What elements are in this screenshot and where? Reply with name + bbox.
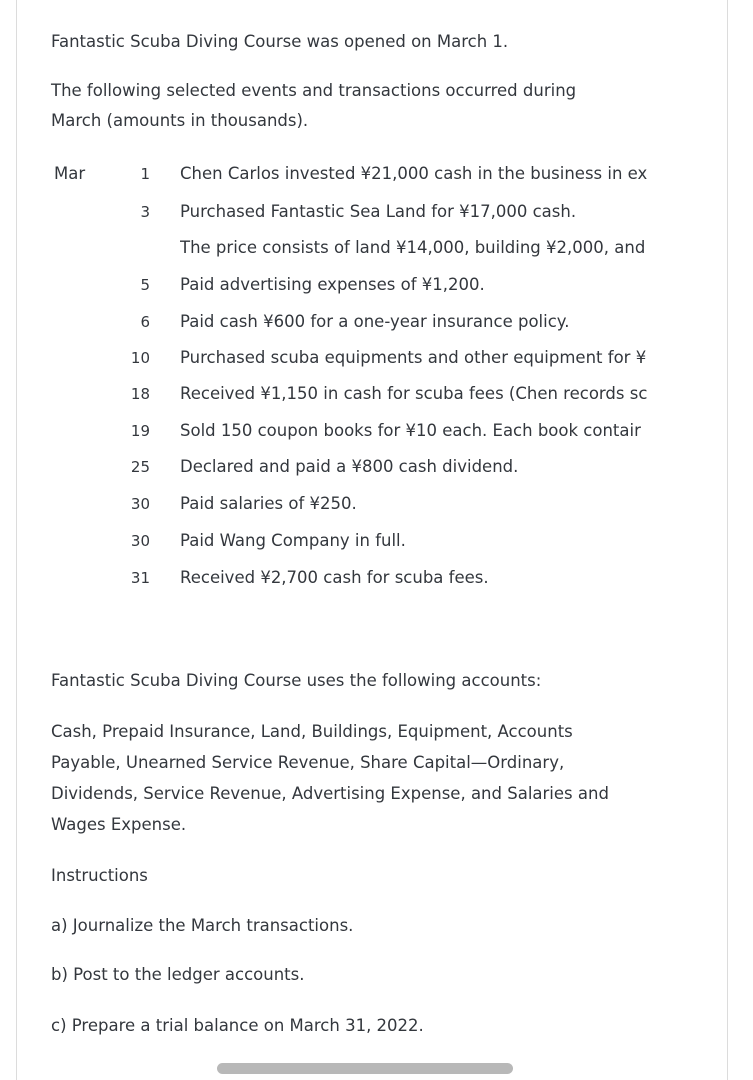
instruction-c: c) Prepare a trial balance on March 31, 2022.	[51, 1016, 424, 1035]
transaction-day: 5	[140, 276, 150, 294]
transaction-description: Paid advertising expenses of ¥1,200.	[180, 275, 485, 294]
transaction-description: Purchased Fantastic Sea Land for ¥17,000 cash.	[180, 202, 577, 221]
transaction-day: 1	[140, 165, 150, 183]
transaction-day: 18	[130, 385, 150, 403]
transaction-day: 30	[130, 532, 150, 550]
transaction-description: Paid cash ¥600 for a one-year insurance policy.	[180, 312, 570, 331]
intro-text: Fantastic Scuba Diving Course was opened on March 1.	[51, 32, 509, 51]
accounts-line-2: Payable, Unearned Service Revenue, Share Capital—Ordinary,	[51, 753, 565, 772]
transaction-description: Received ¥1,150 in cash for scuba fees (Chen records sc	[180, 384, 648, 403]
accounts-line-1: Cash, Prepaid Insurance, Land, Buildings, Equipment, Accounts	[51, 722, 573, 741]
transaction-description: Chen Carlos invested ¥21,000 cash in the business in ex	[180, 164, 648, 183]
transaction-description: Declared and paid a ¥800 cash dividend.	[180, 457, 519, 476]
accounts-line-3: Dividends, Service Revenue, Advertising Expense, and Salaries and	[51, 784, 609, 803]
transaction-description: Sold 150 coupon books for ¥10 each. Each book contair	[180, 421, 641, 440]
lead-line-2: March (amounts in thousands).	[51, 111, 309, 130]
accounts-heading: Fantastic Scuba Diving Course uses the following accounts:	[51, 671, 542, 690]
transaction-month: Mar	[54, 164, 86, 183]
transaction-description: Paid Wang Company in full.	[180, 531, 406, 550]
transaction-day: 3	[140, 203, 150, 221]
horizontal-scrollbar[interactable]	[217, 1063, 513, 1074]
transaction-day: 6	[140, 313, 150, 331]
transaction-description: Purchased scuba equipments and other equipment for ¥	[180, 348, 647, 367]
transaction-description: Paid salaries of ¥250.	[180, 494, 357, 513]
transaction-description: The price consists of land ¥14,000, building ¥2,000, and	[180, 238, 646, 257]
instructions-heading: Instructions	[51, 866, 148, 885]
transaction-day: 30	[130, 495, 150, 513]
accounts-line-4: Wages Expense.	[51, 815, 187, 834]
transaction-day: 19	[130, 422, 150, 440]
instruction-b: b) Post to the ledger accounts.	[51, 965, 305, 984]
transaction-day: 10	[130, 349, 150, 367]
transaction-description: Received ¥2,700 cash for scuba fees.	[180, 568, 489, 587]
lead-line-1: The following selected events and transactions occurred during	[51, 81, 577, 100]
transaction-day: 31	[130, 569, 150, 587]
transaction-day: 25	[130, 458, 150, 476]
instruction-a: a) Journalize the March transactions.	[51, 916, 354, 935]
